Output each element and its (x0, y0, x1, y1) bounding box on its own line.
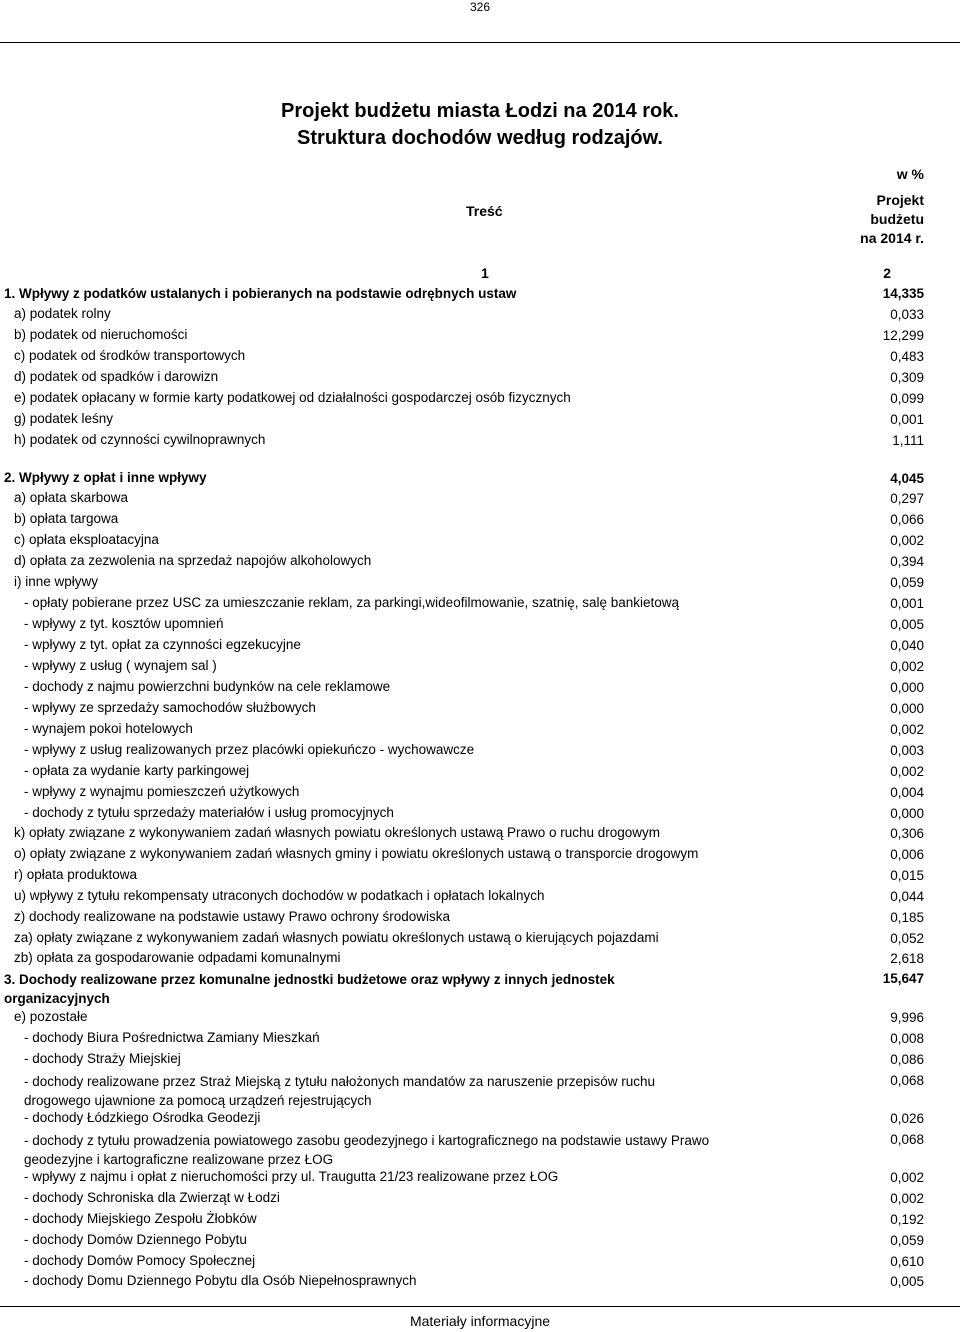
row-value: 0,000 (890, 701, 924, 716)
row-value: 0,040 (890, 638, 924, 653)
row-value: 0,192 (890, 1212, 924, 1227)
row-value: 0,297 (890, 491, 924, 506)
row-label: - wpływy z najmu i opłat z nieruchomości przy ul. Traugutta 21/23 realizowane przez ŁOG (24, 1169, 559, 1184)
page-number: 326 (469, 0, 491, 14)
row-value: 0,066 (890, 512, 924, 527)
row-label: - wpływy z usług realizowanych przez placówki opiekuńczo - wychowawcze (24, 742, 475, 757)
row-value: 12,299 (882, 328, 924, 343)
row-label: - dochody Domów Dziennego Pobytu (24, 1232, 247, 1247)
row-value: 1,111 (892, 433, 924, 448)
row-label: e) pozostałe (14, 1009, 88, 1024)
row-label: - wpływy z tyt. kosztów upomnień (24, 616, 224, 631)
row-label: r) opłata produktowa (14, 867, 138, 882)
row-value: 0,052 (890, 931, 924, 946)
row-label: e) podatek opłacany w formie karty podatkowej od działalności gospodarczej osób fizycznych (14, 390, 571, 405)
row-value: 0,306 (890, 826, 924, 841)
row-value: 0,059 (890, 575, 924, 590)
row-label: - dochody realizowane przez Straż Miejską z tytułu nałożonych mandatów za naruszenie przepisów ruchu drogowego ujawnione za pomocą urządzeń rejestrujących (24, 1074, 656, 1108)
row-label: h) podatek od czynności cywilnoprawnych (14, 432, 266, 447)
row-value: 0,015 (890, 868, 924, 883)
row-label: - dochody Straży Miejskiej (24, 1051, 181, 1066)
row-value: 0,001 (890, 596, 924, 611)
row-label: 3. Dochody realizowane przez komunalne jednostki budżetowe oraz wpływy z innych jednostek organizacyjnych (4, 972, 615, 1006)
row-value: 0,394 (890, 554, 924, 569)
row-value: 9,996 (890, 1010, 924, 1025)
row-value: 0,005 (890, 1274, 924, 1289)
row-value: 0,026 (890, 1111, 924, 1126)
row-value: 0,185 (890, 910, 924, 925)
row-label: o) opłaty związane z wykonywaniem zadań własnych gminy i powiatu określonych ustawą o transporcie drogowym (14, 846, 699, 861)
row-label: - wynajem pokoi hotelowych (24, 721, 193, 736)
row-value: 0,002 (890, 722, 924, 737)
row-label: zb) opłata za gospodarowanie odpadami komunalnymi (14, 950, 341, 965)
row-value: 0,099 (890, 391, 924, 406)
row-label: - wpływy ze sprzedaży samochodów służbowych (24, 700, 316, 715)
row-label: - dochody z tytułu prowadzenia powiatowego zasobu geodezyjnego i kartograficznego na podstawie ustawy Prawo geodezyjne i kartograficzne realizowane przez ŁOG (24, 1133, 710, 1167)
row-value: 0,003 (890, 743, 924, 758)
row-label: - opłata za wydanie karty parkingowej (24, 763, 250, 778)
row-label: - dochody z najmu powierzchni budynków na cele reklamowe (24, 679, 391, 694)
row-value: 0,001 (890, 412, 924, 427)
row-value: 2,618 (890, 951, 924, 966)
row-label: - dochody Biura Pośrednictwa Zamiany Mieszkań (24, 1030, 320, 1045)
page-title: Projekt budżetu miasta Łodzi na 2014 rok. (281, 100, 679, 122)
row-value: 0,309 (890, 370, 924, 385)
row-label: - wpływy z usług ( wynajem sal ) (24, 658, 217, 673)
row-label: za) opłaty związane z wykonywaniem zadań własnych powiatu określonych ustawą o kierujących pojazdami (14, 930, 659, 945)
row-label: 2. Wpływy z opłat i inne wpływy (4, 470, 207, 485)
row-label: - dochody Miejskiego Zespołu Żłobków (24, 1211, 257, 1226)
row-value: 0,008 (890, 1031, 924, 1046)
row-label: a) podatek rolny (14, 306, 111, 321)
row-label: b) podatek od nieruchomości (14, 327, 188, 342)
row-label: c) opłata eksploatacyjna (14, 532, 159, 547)
row-label: d) opłata za zezwolenia na sprzedaż napojów alkoholowych (14, 553, 372, 568)
row-value: 4,045 (890, 471, 924, 486)
row-label: g) podatek leśny (14, 411, 114, 426)
row-value: 0,044 (890, 889, 924, 904)
row-label: - dochody Łódzkiego Ośrodka Geodezji (24, 1110, 261, 1125)
row-label: - dochody Schroniska dla Zwierząt w Łodzi (24, 1190, 280, 1205)
row-value: 0,000 (890, 680, 924, 695)
column-number-2: 2 (883, 265, 891, 281)
footer-divider (0, 1306, 960, 1307)
row-value: 0,002 (890, 659, 924, 674)
row-value: 0,610 (890, 1254, 924, 1269)
row-value: 0,002 (890, 1191, 924, 1206)
column-header-content: Treść (466, 203, 503, 219)
top-divider (0, 42, 960, 43)
column-header-budget-line1: Projekt (876, 192, 924, 208)
row-value: 14,335 (882, 286, 924, 301)
row-label: k) opłaty związane z wykonywaniem zadań własnych powiatu określonych ustawą Prawo o ruchu drogowym (14, 825, 661, 840)
row-label: - wpływy z wynajmu pomieszczeń użytkowych (24, 784, 300, 799)
row-label: u) wpływy z tytułu rekompensaty utraconych dochodów w podatkach i opłatach lokalnych (14, 888, 545, 903)
row-label: z) dochody realizowane na podstawie ustawy Prawo ochrony środowiska (14, 909, 450, 924)
row-value: 0,068 (890, 1132, 924, 1147)
row-label: - opłaty pobierane przez USC za umieszczanie reklam, za parkingi,wideofilmowanie, szatnię, salę bankietową (24, 595, 680, 610)
row-label: - dochody Domów Pomocy Społecznej (24, 1253, 256, 1268)
column-header-budget-line3: na 2014 r. (860, 230, 924, 246)
row-value: 0,006 (890, 847, 924, 862)
row-label: c) podatek od środków transportowych (14, 348, 246, 363)
row-value: 0,086 (890, 1052, 924, 1067)
column-number-1: 1 (481, 265, 489, 281)
row-label: i) inne wpływy (14, 574, 99, 589)
unit-label: w % (896, 166, 924, 182)
row-value: 0,004 (890, 785, 924, 800)
row-label: - dochody Domu Dziennego Pobytu dla Osób Niepełnosprawnych (24, 1273, 417, 1288)
row-value: 15,647 (882, 971, 924, 986)
row-value: 0,002 (890, 1170, 924, 1185)
page-subtitle: Struktura dochodów według rodzajów. (297, 127, 663, 149)
row-value: 0,005 (890, 617, 924, 632)
row-value: 0,002 (890, 533, 924, 548)
row-label: d) podatek od spadków i darowizn (14, 369, 219, 384)
row-label: - dochody z tytułu sprzedaży materiałów i usług promocyjnych (24, 805, 394, 820)
row-label: 1. Wpływy z podatków ustalanych i pobieranych na podstawie odrębnych ustaw (4, 286, 517, 301)
row-label: - wpływy z tyt. opłat za czynności egzekucyjne (24, 637, 301, 652)
row-value: 0,068 (890, 1073, 924, 1088)
row-label: a) opłata skarbowa (14, 490, 129, 505)
row-label: b) opłata targowa (14, 511, 119, 526)
row-value: 0,002 (890, 764, 924, 779)
row-value: 0,059 (890, 1233, 924, 1248)
row-value: 0,483 (890, 349, 924, 364)
row-value: 0,000 (890, 806, 924, 821)
column-header-budget-line2: budżetu (870, 211, 924, 227)
page-footer: Materiały informacyjne (409, 1313, 551, 1329)
row-value: 0,033 (890, 307, 924, 322)
